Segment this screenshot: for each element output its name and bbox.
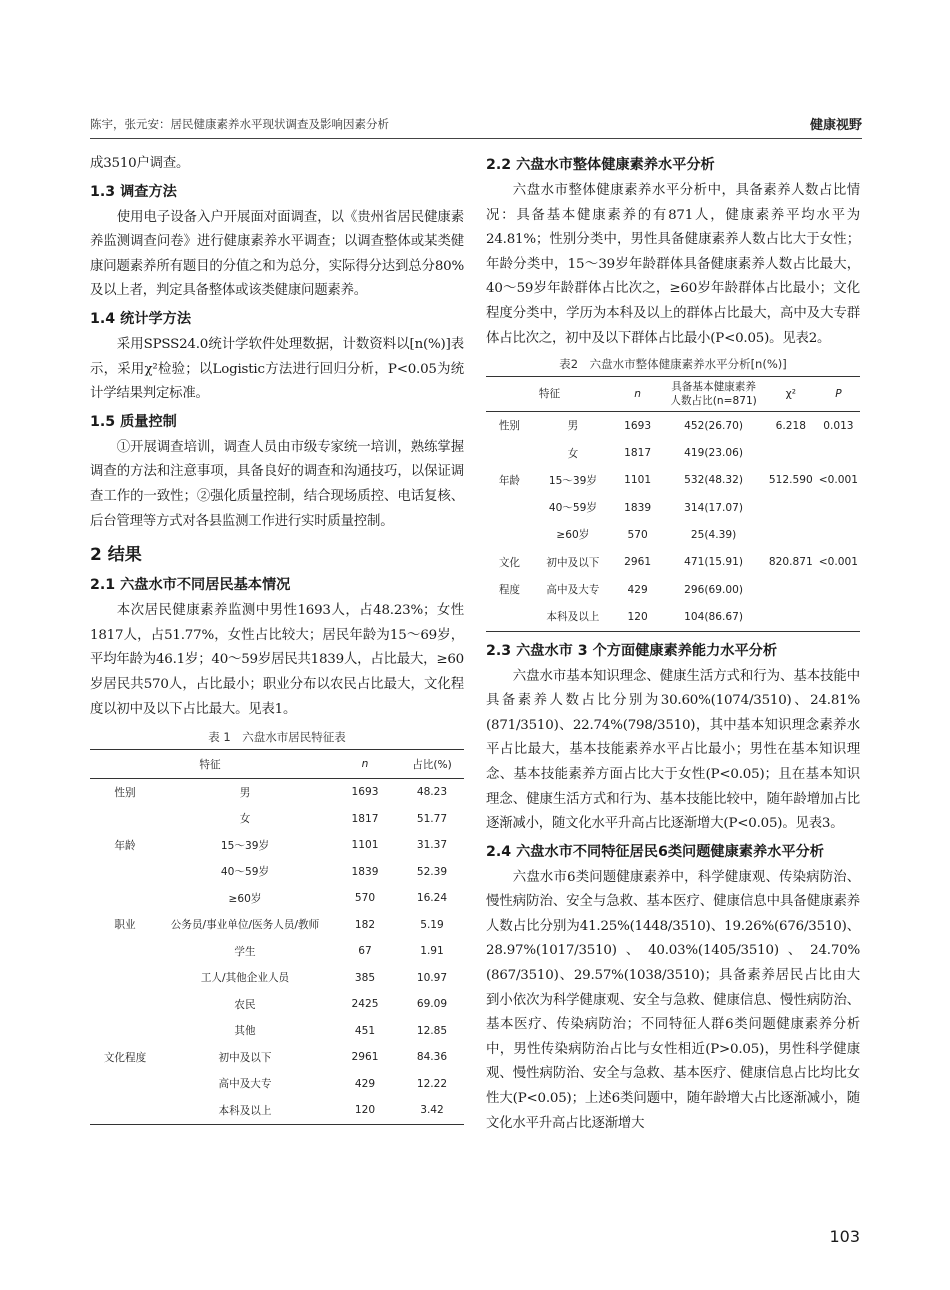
table2-header-literacy-line1: 具备基本健康素养 — [671, 381, 756, 394]
running-title: 陈宇，张元安：居民健康素养水平现状调查及影响因素分析 — [90, 117, 389, 131]
table2-cell — [486, 439, 533, 466]
paragraph-three-aspects: 六盘水市基本知识理念、健康生活方式和行为、基本技能中具备素养人数占比分别为30.60%(1074/3510)、24.81%(871/3510)、22.74%(798/3510)，其中基本知识理念素养水平占比最大，基本技能素养水平占比最小；男性在基本知识理念、基本技能素养方面占比大于女性(P<0.05)；且在基本知识理念、健康生活方式和行为、基本技能比较中，随年龄增加占比逐渐减小，随文化水平升高占比逐渐增大(P<0.05)。见表3。 — [486, 668, 860, 832]
table2-cell: 296(69.00) — [684, 583, 743, 596]
table1-row — [90, 1018, 464, 1045]
table1-row — [90, 806, 464, 833]
table1-row — [90, 779, 464, 806]
table1-header-pct: 占比(%) — [412, 758, 452, 771]
table2-header-literacy — [662, 377, 765, 412]
table2-cell — [765, 439, 817, 466]
table1-cell: 2425 — [351, 998, 379, 1011]
table2-cell: 初中及以下 — [546, 556, 600, 569]
table1-cell: 3.42 — [420, 1104, 444, 1117]
table1-cell — [90, 1097, 160, 1124]
heading-2-results: 2 结果 — [90, 545, 142, 566]
table1-cell — [90, 965, 160, 992]
table1-cell: 67 — [358, 945, 372, 958]
table2-cell: 1817 — [624, 447, 652, 460]
table1-cell: 15～39岁 — [220, 839, 270, 852]
table1-cell: 文化程度 — [103, 1051, 147, 1064]
table1-cell — [90, 806, 160, 833]
table2-cell: <0.001 — [818, 474, 858, 487]
table1-cell: 1101 — [351, 839, 379, 852]
table1-cell: 1839 — [351, 865, 379, 878]
table2-cell: 570 — [627, 528, 648, 541]
table2-row — [486, 549, 860, 576]
table1-cell — [90, 1071, 160, 1098]
table2-header-chi: χ² — [785, 388, 797, 401]
table2-cell: 15～39岁 — [548, 474, 597, 487]
table2-cell: 文化 — [498, 556, 521, 569]
paragraph-quality-control: ①开展调查培训，调查人员由市级专家统一培训，熟练掌握调查的方法和注意事项，具备良好的调查和沟通技巧，以保证调查工作的一致性；②强化质量控制，结合现场质控、电话复核、后台管理等方式对各县监测工作进行实时质量控制。 — [90, 439, 464, 529]
paragraph-basic-situation: 本次居民健康素养监测中男性1693人，占48.23%；女性1817人，占51.77%，女性占比较大；居民年龄为15～69岁，平均年龄为46.1岁；40～59岁居民共1839人，占比最大，≥60岁居民共570人，占比最小；职业分布以农民占比最大，文化程度以初中及以下占比最大。见表1。 — [90, 603, 464, 717]
table2-row — [486, 494, 860, 521]
table2-header-literacy-line2: 人数占比(n=871) — [670, 395, 757, 408]
table1-row — [90, 938, 464, 965]
paragraph-six-problems: 六盘水市6类问题健康素养中，科学健康观、传染病防治、慢性病防治、安全与急救、基本医疗、健康信息中具备健康素养人数占比分别为41.25%(1448/3510)、19.26%(676/3510)、28.97%(1017/3510)、40.03%(1405/3510)、24.70%(867/3510)、29.57%(1038/3510)；具备素养居民占比由大到小依次为科学健康观、安全与急救、健康信息、慢性病防治、基本医疗、传染病防治；不同特征人群6类问题健康素养分析中，男性传染病防治占比与女性相近(P>0.05)，男性科学健康观、慢性病防治、安全与急救、基本医疗、健康信息占比均比女性大(P<0.05)；上述6类问题中，随年龄增大占比逐渐减小，随文化水平升高占比逐渐增大 — [486, 869, 860, 1131]
table1-cell: 1.91 — [420, 945, 444, 958]
heading-1-4: 1.4 统计学方法 — [90, 310, 192, 327]
table1-cell: 385 — [354, 971, 376, 984]
table2-cell — [486, 603, 533, 631]
table2 — [486, 376, 860, 631]
heading-1-5: 1.5 质量控制 — [90, 413, 177, 430]
table2-cell: 1101 — [624, 474, 652, 487]
table1 — [90, 749, 464, 1125]
table2-cell: 本科及以上 — [546, 611, 600, 624]
heading-2-1: 2.1 六盘水市不同居民基本情况 — [90, 577, 291, 594]
table2-cell: 1839 — [624, 501, 652, 514]
heading-2-3: 2.3 六盘水市 3 个方面健康素养能力水平分析 — [486, 642, 778, 659]
table1-header-row — [90, 750, 464, 779]
table1-cell: 48.23 — [416, 786, 448, 799]
table2-cell: 2961 — [624, 556, 652, 569]
table2-row — [486, 412, 860, 440]
table2-caption: 表2 六盘水市整体健康素养水平分析[n(%)] — [559, 357, 787, 372]
table1-cell: 2961 — [351, 1051, 379, 1064]
table2-cell: 314(17.07) — [684, 501, 743, 514]
table1-cell: 工人/其他企业人员 — [200, 972, 290, 985]
table2-cell — [817, 494, 860, 521]
table1-cell: 男 — [239, 786, 251, 799]
table2-cell: 452(26.70) — [684, 419, 743, 432]
table1-cell — [90, 859, 160, 886]
table2-cell — [765, 603, 817, 631]
table1-row — [90, 912, 464, 939]
table1-cell: 52.39 — [416, 865, 448, 878]
table1-row — [90, 1071, 464, 1098]
table1-cell: 农民 — [234, 998, 256, 1011]
table2-cell: 419(23.06) — [684, 447, 743, 460]
table1-cell: 16.24 — [416, 892, 448, 905]
table1-cell: 40～59岁 — [220, 866, 270, 879]
table2-cell — [765, 576, 817, 603]
table1-cell — [90, 991, 160, 1018]
table1-cell: 1817 — [351, 812, 379, 825]
table1-cell — [90, 885, 160, 912]
table2-cell — [486, 494, 533, 521]
table1-row — [90, 1097, 464, 1124]
right-column — [486, 152, 860, 1136]
table2-cell: 820.871 — [768, 556, 813, 569]
table1-cell: 本科及以上 — [218, 1104, 272, 1117]
table1-cell: 12.22 — [416, 1077, 448, 1090]
table2-cell — [817, 603, 860, 631]
paragraph-overall-literacy: 六盘水市整体健康素养水平分析中，具备素养人数占比情况：具备基本健康素养的有871人，健康素养平均水平为24.81%；性别分类中，男性具备健康素养人数占比大于女性；年龄分类中，15～39岁年龄群体具备健康素养人数占比最大，40～59岁年龄群体占比次之，≥60岁年龄群体占比最小；文化程度分类中，学历为本科及以上的群体占比最大，高中及大专群体占比次之，初中及以下群体占比最小(P<0.05)。见表2。 — [486, 183, 860, 346]
table1-cell: 12.85 — [416, 1024, 448, 1037]
table2-cell — [486, 521, 533, 548]
table1-cell: 120 — [354, 1104, 376, 1117]
table2-cell — [817, 439, 860, 466]
heading-2-2: 2.2 六盘水市整体健康素养水平分析 — [486, 157, 715, 173]
table2-cell: 40～59岁 — [548, 502, 597, 515]
table2-cell: 104(86.67) — [684, 610, 743, 623]
table1-cell: 职业 — [114, 919, 136, 932]
table2-cell — [817, 521, 860, 548]
table2-cell: 512.590 — [768, 474, 813, 487]
table1-cell: 性别 — [114, 786, 136, 799]
table2-cell: 0.013 — [823, 419, 854, 432]
table2-cell: ≥60岁 — [556, 529, 590, 542]
table1-cell: 31.37 — [416, 839, 448, 852]
table1-cell: 高中及大专 — [218, 1078, 272, 1091]
table1-cell: 570 — [354, 892, 376, 905]
table2-cell: 年龄 — [498, 474, 521, 487]
table2-cell: 高中及大专 — [546, 584, 600, 597]
table2-cell: 女 — [567, 447, 579, 460]
table1-cell: ≥60岁 — [228, 892, 262, 905]
table1-cell: 451 — [354, 1024, 376, 1037]
table1-cell: 10.97 — [416, 971, 448, 984]
table2-cell: <0.001 — [818, 556, 858, 569]
paragraph-survey-method: 使用电子设备入户开展面对面调查，以《贵州省居民健康素养监测调查问卷》进行健康素养水平调查；以调查整体或某类健康问题素养所有题目的分值之和为总分，实际得分达到总分80%及以上者，判定具备整体或该类健康问题素养。 — [90, 209, 464, 299]
table1-row — [90, 1044, 464, 1071]
table1-header-feature: 特征 — [199, 758, 221, 771]
table1-cell: 429 — [354, 1077, 376, 1090]
table2-cell: 性别 — [498, 420, 521, 433]
table1-row — [90, 991, 464, 1018]
table2-header-n: n — [634, 388, 641, 401]
table1-cell: 182 — [354, 918, 376, 931]
table2-cell — [817, 576, 860, 603]
table2-row — [486, 467, 860, 494]
table2-cell: 120 — [627, 610, 648, 623]
paragraph-statistics: 采用SPSS24.0统计学软件处理数据，计数资料以[n(%)]表示，采用χ²检验；以Logistic方法进行回归分析，P<0.05为统计学结果判定标准。 — [90, 336, 464, 402]
table1-cell: 69.09 — [416, 998, 448, 1011]
table2-row — [486, 439, 860, 466]
table2-cell: 男 — [567, 420, 579, 433]
table1-cell: 初中及以下 — [218, 1051, 272, 1064]
table1-cell: 1693 — [351, 786, 379, 799]
table2-cell — [765, 521, 817, 548]
table1-row — [90, 965, 464, 992]
table2-row — [486, 576, 860, 603]
table2-row — [486, 521, 860, 548]
table2-cell — [765, 494, 817, 521]
table2-cell: 1693 — [624, 419, 652, 432]
table1-caption: 表 1 六盘水市居民特征表 — [208, 730, 346, 745]
table2-row — [486, 603, 860, 631]
table1-cell — [90, 1018, 160, 1045]
table2-cell: 25(4.39) — [690, 528, 737, 541]
header-rule — [90, 138, 862, 139]
table1-row — [90, 859, 464, 886]
table2-cell: 532(48.32) — [684, 474, 743, 487]
table2-cell: 471(15.91) — [684, 556, 743, 569]
table1-cell: 其他 — [234, 1025, 256, 1038]
heading-2-4: 2.4 六盘水市不同特征居民6类问题健康素养水平分析 — [486, 843, 824, 860]
table2-cell: 6.218 — [775, 419, 806, 432]
left-column — [90, 152, 464, 1125]
table2-header-row — [486, 377, 860, 412]
table2-cell: 429 — [627, 583, 648, 596]
table1-cell: 51.77 — [416, 812, 448, 825]
table1-row — [90, 832, 464, 859]
table1-cell: 女 — [239, 813, 251, 826]
page-number: 103 — [829, 1227, 860, 1246]
heading-1-3: 1.3 调查方法 — [90, 183, 177, 200]
table1-cell: 公务员/事业单位/医务人员/教师 — [170, 919, 320, 932]
table1-cell: 84.36 — [416, 1051, 448, 1064]
table2-header-p: P — [835, 388, 842, 401]
table1-header-n: n — [361, 758, 369, 771]
table1-cell: 年龄 — [114, 839, 136, 852]
paragraph-continuation: 成3510户调查。 — [90, 156, 190, 171]
table1-cell: 5.19 — [420, 918, 444, 931]
table1-cell — [90, 938, 160, 965]
table2-cell: 程度 — [498, 584, 521, 597]
table1-row — [90, 885, 464, 912]
journal-name: 健康视野 — [809, 118, 862, 133]
table2-header-feature: 特征 — [538, 388, 561, 401]
table1-cell: 学生 — [234, 945, 256, 958]
